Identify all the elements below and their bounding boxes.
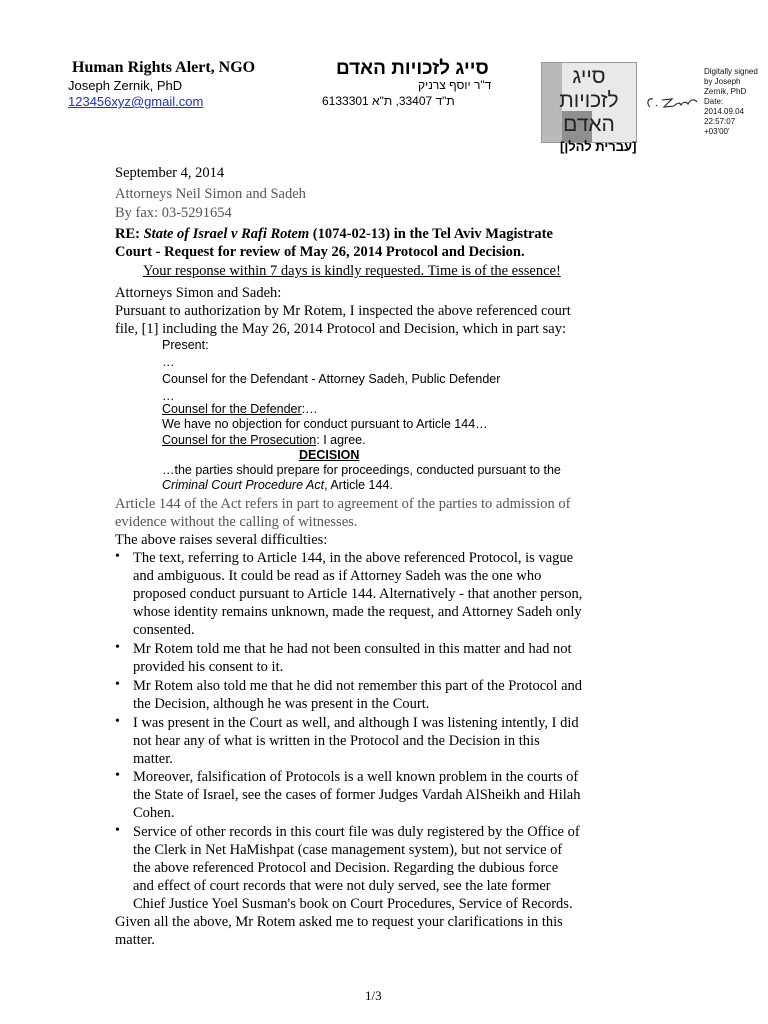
article-note: evidence without the calling of witnesses. bbox=[115, 514, 358, 530]
bullet-line: matter. bbox=[133, 751, 173, 767]
counsel-prosecution-label: Counsel for the Prosecution bbox=[162, 433, 317, 447]
handwritten-signature bbox=[644, 93, 700, 113]
bullet-marker: • bbox=[115, 549, 120, 564]
subject-line-2: Court - Request for review of May 26, 2014 Protocol and Decision. bbox=[115, 244, 525, 260]
bullet-marker: • bbox=[115, 823, 120, 838]
bullet-line: the Clerk in Net HaMishpat (case management system), but not service of bbox=[133, 842, 563, 858]
quote-counsel-defender bbox=[162, 401, 318, 417]
subject-prefix: RE: bbox=[115, 226, 144, 242]
quote-present: Present: bbox=[162, 338, 209, 352]
bullet-line: Mr Rotem also told me that he did not remember this part of the Protocol and bbox=[133, 678, 583, 694]
letter-date: September 4, 2014 bbox=[115, 165, 225, 181]
bullet-line: Chief Justice Yoel Susman's book on Court Procedures, Service of Records. bbox=[133, 896, 573, 912]
hebrew-follows-note: [עברית להלן] bbox=[560, 139, 637, 154]
digital-signature-line: 2014.09.04 bbox=[704, 107, 745, 116]
case-title: State of Israel v Rafi Rotem bbox=[143, 226, 310, 242]
bullet-marker: • bbox=[115, 640, 120, 655]
bullet-line: whose identity remains unknown, made the request, and Attorney Sadeh only bbox=[133, 604, 582, 620]
bullet-line: Cohen. bbox=[133, 805, 175, 821]
bullet-marker: • bbox=[115, 768, 120, 783]
closing-line: Given all the above, Mr Rotem asked me to request your clarifications in this bbox=[115, 914, 563, 930]
counsel-prosecution-rest: : I agree. bbox=[316, 433, 366, 447]
quote-ellipsis: … bbox=[162, 389, 175, 403]
decision-line-2 bbox=[162, 477, 393, 493]
quote-counsel-defendant: Counsel for the Defendant - Attorney Sadeh, Public Defender bbox=[162, 372, 501, 386]
bullet-marker: • bbox=[115, 714, 120, 729]
subject-rest: (1074-02-13) in the Tel Aviv Magistrate bbox=[309, 226, 553, 242]
bullet-line: proposed conduct pursuant to Article 144. Alternatively - that another person, bbox=[133, 586, 583, 602]
bullet-line: and effect of court records that were not duly served, see the late former bbox=[133, 878, 551, 894]
bullet-line: the Decision, although he was present in the Court. bbox=[133, 696, 430, 712]
bullet-marker: • bbox=[115, 677, 120, 692]
fax-number: By fax: 03-5291654 bbox=[115, 205, 232, 221]
logo-text-line: לזכויות bbox=[559, 89, 619, 112]
bullet-line: consented. bbox=[133, 622, 195, 638]
digital-signature-block bbox=[704, 67, 764, 137]
counsel-defender-label: Counsel for the Defender bbox=[162, 402, 302, 416]
digital-signature-line: +03'00' bbox=[704, 127, 730, 136]
recipient: Attorneys Neil Simon and Sadeh bbox=[115, 186, 306, 202]
bullet-line: the above referenced Protocol and Decision. Regarding the dubious force bbox=[133, 860, 559, 876]
quote-ellipsis: … bbox=[162, 355, 175, 369]
email-link[interactable]: 123456xyz@gmail.com bbox=[68, 94, 204, 109]
intro-line: Pursuant to authorization by Mr Rotem, I inspected the above referenced court bbox=[115, 303, 571, 319]
digital-signature-line: by Joseph bbox=[704, 77, 741, 86]
closing-line: matter. bbox=[115, 932, 155, 948]
digital-signature-line: Zernik, PhD bbox=[704, 87, 747, 96]
org-logo bbox=[541, 62, 637, 143]
difficulties-intro: The above raises several difficulties: bbox=[115, 532, 328, 548]
org-name-english: Human Rights Alert, NGO bbox=[72, 59, 256, 76]
counsel-defender-rest: :… bbox=[301, 402, 318, 416]
bullet-line: and ambiguous. It could be read as if Attorney Sadeh was the one who bbox=[133, 568, 542, 584]
decision-act-rest: , Article 144. bbox=[324, 478, 393, 492]
bullet-line: The text, referring to Article 144, in the above referenced Protocol, is vague bbox=[133, 550, 574, 566]
digital-signature-line: Date: bbox=[704, 97, 724, 106]
bullet-line: provided his consent to it. bbox=[133, 659, 284, 675]
response-request: Your response within 7 days is kindly requested. Time is of the essence! bbox=[143, 263, 561, 279]
bullet-line: Service of other records in this court file was duly registered by the Office of bbox=[133, 824, 580, 840]
digital-signature-line: Digitally signed bbox=[704, 67, 758, 76]
decision-line: …the parties should prepare for proceedings, conducted pursuant to the bbox=[162, 463, 561, 477]
salutation: Attorneys Simon and Sadeh: bbox=[115, 285, 282, 301]
decision-act-name: Criminal Court Procedure Act bbox=[162, 478, 325, 492]
bullet-line: Moreover, falsification of Protocols is a well known problem in the courts of bbox=[133, 769, 579, 785]
bullet-line: not hear any of what is written in the Protocol and the Decision in this bbox=[133, 733, 540, 749]
subject-line bbox=[115, 225, 553, 243]
author-name-hebrew: ד"ר יוסף צרניק bbox=[418, 78, 492, 92]
article-note: Article 144 of the Act refers in part to agreement of the parties to admission of bbox=[115, 496, 571, 512]
quote-no-objection: We have no objection for conduct pursuant to Article 144… bbox=[162, 417, 488, 431]
logo-text-line: האדם bbox=[563, 113, 615, 136]
digital-signature-line: 22:57:07 bbox=[704, 117, 736, 126]
decision-heading: DECISION bbox=[299, 448, 360, 462]
quote-counsel-prosecution bbox=[162, 432, 366, 448]
page-number: 1/3 bbox=[365, 988, 382, 1003]
address-hebrew: ת"ד 33407, ת"א 6133301 bbox=[322, 94, 455, 108]
bullet-line: Mr Rotem told me that he had not been consulted in this matter and had not bbox=[133, 641, 572, 657]
bullet-line: the State of Israel, see the cases of former Judges Vardah AlSheikh and Hilah bbox=[133, 787, 581, 803]
author-name-english: Joseph Zernik, PhD bbox=[68, 78, 183, 93]
logo-text-line: סייג bbox=[572, 65, 606, 88]
bullet-line: I was present in the Court as well, and although I was listening intently, I did bbox=[133, 715, 579, 731]
org-name-hebrew: סייג לזכויות האדם bbox=[336, 58, 489, 79]
intro-line: file, [1] including the May 26, 2014 Protocol and Decision, which in part say: bbox=[115, 321, 567, 337]
